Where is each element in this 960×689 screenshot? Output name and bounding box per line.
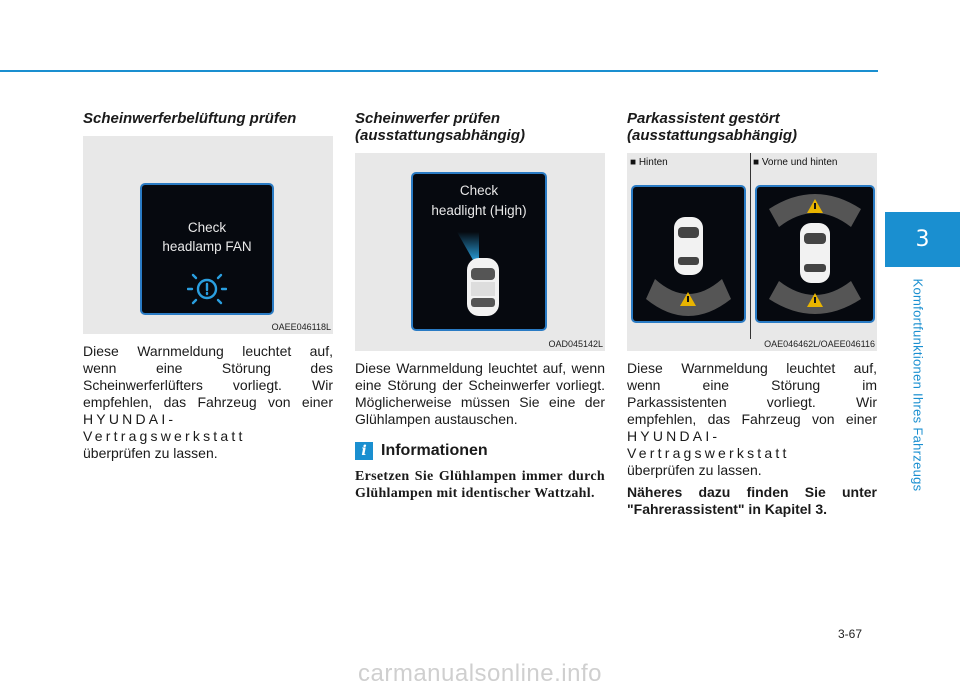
figure-divider [750,153,751,339]
section-headlamp-fan [83,110,333,462]
figure-headlamp-fan [83,136,333,334]
section-heading: Scheinwerferbelüftung prüfen [83,110,297,127]
headlamp-warning-icon [187,269,227,309]
figure-code: OAD045142L [548,339,603,349]
cluster-display: Check headlight (High) [413,174,545,329]
figure-code: OAE046462L/OAEE046116 [764,339,875,349]
info-text: Ersetzen Sie Glühlampen immer durch Glühlampen mit identischer Wattzahl. [355,469,605,501]
chapter-title: Komfortfunktionen Ihres Fahrzeugs [910,278,926,492]
label-rear: ■ Hinten [630,157,668,168]
cluster-display: Check headlamp FAN [142,185,272,313]
section-heading: Scheinwerfer prüfen (ausstattungsabhängig) [355,110,526,144]
figure-code: OAEE046118L [271,322,331,332]
rear-sensor-car-icon [633,187,744,321]
section-heading: Parkassistent gestört (ausstattungsabhängig) [627,110,798,144]
figure-headlight-high [355,153,605,351]
figure-park-assist [627,153,877,351]
info-title: Informationen [381,442,488,459]
rear-sensor-display [633,187,744,321]
body-text: Diese Warnmeldung leuchtet auf, wenn eine Störung im Parkassistenten vorliegt. Wir empfehlen, das Fahrzeug von einer HYUNDAI-Vertragswerkstatt überprüfen zu lassen. [627,360,877,478]
watermark: carmanualsonline.info [358,660,602,687]
body-text: Diese Warnmeldung leuchtet auf, wenn eine Störung des Scheinwerferlüfters vorliegt. Wir empfehlen, das Fahrzeug von einer HYUNDAI-Vertragswerkstatt überprüfen zu lassen. [83,343,333,461]
front-rear-sensor-display [757,187,873,321]
chapter-number-tab: 3 [885,212,960,267]
cross-reference-note: Näheres dazu finden Sie unter "Fahrerassistent" in Kapitel 3. [627,484,877,517]
info-icon: i [355,442,373,460]
top-rule [0,70,878,72]
page-number: 3-67 [838,627,863,641]
car-headlight-icon [453,232,513,322]
label-front-rear: ■ Vorne und hinten [753,157,838,168]
body-text: Diese Warnmeldung leuchtet auf, wenn eine Störung der Scheinwerfer vorliegt. Möglicherweise müssen Sie eine der Glühlampen austauschen. [355,360,605,427]
section-headlight-check [355,110,605,502]
section-park-assist [627,110,877,518]
front-rear-sensor-car-icon [757,187,873,321]
info-header [355,442,605,460]
